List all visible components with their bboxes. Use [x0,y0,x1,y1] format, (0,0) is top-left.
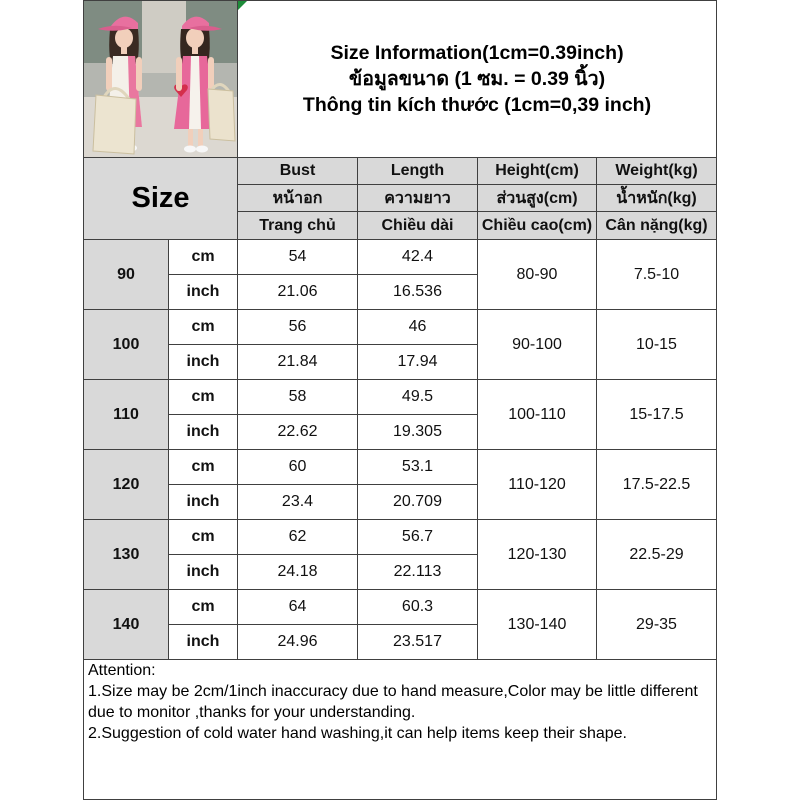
unit-label: inch [169,625,238,660]
attention-notes [84,660,717,800]
weight-range: 10-15 [597,310,717,380]
unit-label: cm [169,520,238,555]
attention-line: 1.Size may be 2cm/1inch inaccuracy due to hand measure,Color may be little different [88,683,698,700]
bust-value: 22.62 [238,415,358,450]
bust-value: 60 [238,450,358,485]
unit-label: inch [169,275,238,310]
height-range: 90-100 [478,310,597,380]
column-header-length-thai: ความยาว [358,185,478,212]
size-value: 120 [84,450,169,520]
height-range: 110-120 [478,450,597,520]
weight-range: 15-17.5 [597,380,717,450]
bust-value: 21.84 [238,345,358,380]
size-value: 110 [84,380,169,450]
weight-range: 17.5-22.5 [597,450,717,520]
unit-label: cm [169,310,238,345]
size-value: 130 [84,520,169,590]
unit-label: cm [169,590,238,625]
length-value: 20.709 [358,485,478,520]
tote-bag-left [93,88,136,154]
bust-value: 62 [238,520,358,555]
size-info-title-english: Size Information(1cm=0.39inch) [330,42,624,64]
column-header-bust: Bust [238,158,358,185]
tote-bag-right [208,84,235,141]
column-header-length: Length [358,158,478,185]
height-range: 100-110 [478,380,597,450]
attention-line: due to monitor ,thanks for your understanding. [88,704,416,721]
height-range: 130-140 [478,590,597,660]
bust-value: 24.96 [238,625,358,660]
length-value: 17.94 [358,345,478,380]
size-column-header: Size [84,158,238,240]
size-info-title-vietnamese: Thông tin kích thước (1cm=0,39 inch) [302,94,652,116]
length-value: 46 [358,310,478,345]
column-header-height-vietnamese: Chiều cao(cm) [478,212,597,240]
unit-label: inch [169,485,238,520]
length-value: 16.536 [358,275,478,310]
length-value: 19.305 [358,415,478,450]
height-range: 120-130 [478,520,597,590]
size-info-header [238,1,717,158]
column-header-weight-thai: น้ำหนัก(kg) [597,185,717,212]
size-value: 100 [84,310,169,380]
column-header-length-vietnamese: Chiều dài [358,212,478,240]
height-range: 80-90 [478,240,597,310]
children-photo [84,1,237,157]
attention-title: Attention: [88,662,156,679]
size-info-title-thai: ข้อมูลขนาด (1 ซม. = 0.39 นิ้ว) [348,68,606,90]
size-chart [83,0,717,800]
column-header-bust-thai: หน้าอก [238,185,358,212]
column-header-weight: Weight(kg) [597,158,717,185]
bust-value: 56 [238,310,358,345]
column-header-weight-vietnamese: Cân nặng(kg) [597,212,717,240]
bust-value: 54 [238,240,358,275]
unit-label: inch [169,415,238,450]
bust-value: 24.18 [238,555,358,590]
column-header-bust-vietnamese: Trang chủ [238,212,358,240]
length-value: 22.113 [358,555,478,590]
column-header-height: Height(cm) [478,158,597,185]
bust-value: 58 [238,380,358,415]
bust-value: 64 [238,590,358,625]
size-value: 140 [84,590,169,660]
length-value: 23.517 [358,625,478,660]
unit-label: inch [169,345,238,380]
unit-label: cm [169,240,238,275]
weight-range: 29-35 [597,590,717,660]
weight-range: 22.5-29 [597,520,717,590]
weight-range: 7.5-10 [597,240,717,310]
product-photo [84,1,238,158]
length-value: 60.3 [358,590,478,625]
size-value: 90 [84,240,169,310]
column-header-height-thai: ส่วนสูง(cm) [478,185,597,212]
green-corner-marker [238,1,247,10]
length-value: 49.5 [358,380,478,415]
unit-label: cm [169,450,238,485]
unit-label: inch [169,555,238,590]
attention-line: 2.Suggestion of cold water hand washing,it can help items keep their shape. [88,725,627,742]
bust-value: 21.06 [238,275,358,310]
length-value: 42.4 [358,240,478,275]
length-value: 56.7 [358,520,478,555]
length-value: 53.1 [358,450,478,485]
unit-label: cm [169,380,238,415]
bust-value: 23.4 [238,485,358,520]
